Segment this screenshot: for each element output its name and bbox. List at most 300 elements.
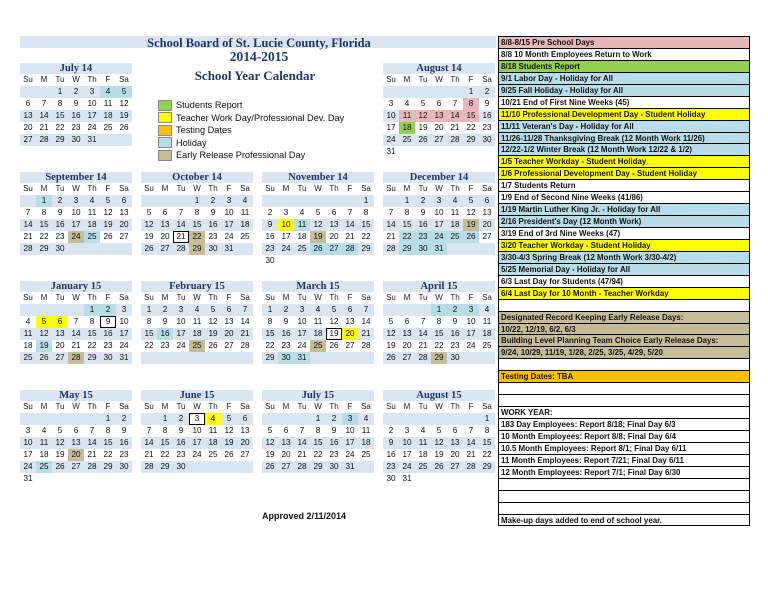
day-cell: 27 [399, 352, 415, 364]
day-cell: 25 [361, 450, 371, 459]
day-cell: 12 [224, 426, 234, 435]
weekday-header: Tu [55, 402, 65, 411]
legend [158, 99, 344, 162]
weekday-header: Su [265, 293, 275, 302]
month-calendar [262, 172, 374, 267]
day-cell: 17 [23, 450, 33, 459]
event-row: 1/5 Teacher Workday - Student Holiday [499, 156, 749, 168]
day-cell: 17 [386, 123, 396, 132]
empty-cell [463, 243, 479, 255]
day-cell: 7 [299, 426, 305, 435]
day-cell: 6 [331, 208, 337, 217]
day-cell: 9 [383, 437, 399, 449]
day-cell: 9 [420, 208, 426, 217]
day-cell: 29 [431, 352, 447, 364]
empty-cell [68, 146, 84, 158]
month-calendar [141, 281, 253, 376]
day-cell: 24 [466, 341, 476, 350]
day-cell: 1 [84, 304, 100, 316]
day-cell: 5 [436, 426, 442, 435]
day-cell: 11 [87, 208, 97, 217]
day-cell: 23 [482, 123, 492, 132]
day-cell: 23 [55, 232, 65, 241]
day-cell: 17 [294, 328, 310, 340]
day-cell: 15 [358, 219, 374, 231]
empty-cell [358, 473, 374, 485]
day-cell: 3 [189, 413, 205, 425]
day-cell: 3 [342, 413, 358, 425]
empty-cell [20, 413, 36, 425]
day-cell: 20 [23, 123, 33, 132]
empty-cell [294, 364, 310, 376]
empty-cell [141, 364, 157, 376]
weekday-header: Th [450, 402, 460, 411]
legend-item [158, 124, 344, 137]
weekday-header: Sa [240, 402, 250, 411]
month-grid [262, 401, 374, 485]
empty-cell [383, 255, 399, 267]
day-cell: 16 [479, 110, 495, 122]
empty-cell [52, 255, 68, 267]
day-cell: 4 [358, 413, 374, 425]
empty-cell [68, 304, 84, 316]
empty-cell [278, 195, 294, 207]
day-cell: 27 [447, 461, 463, 473]
day-cell: 29 [463, 134, 479, 146]
weekday-header: M [403, 75, 411, 84]
day-cell: 6 [237, 413, 253, 425]
day-cell: 21 [173, 231, 189, 243]
day-cell: 11 [294, 219, 310, 231]
day-cell: 20 [329, 232, 339, 241]
day-cell: 20 [450, 450, 460, 459]
empty-cell [310, 364, 326, 376]
day-cell: 26 [103, 232, 113, 241]
day-cell: 21 [386, 232, 396, 241]
month-grid [383, 292, 495, 376]
day-cell: 10 [297, 317, 307, 326]
empty-cell [141, 473, 157, 485]
day-cell: 4 [404, 99, 410, 108]
weekday-header: Sa [119, 402, 129, 411]
day-cell: 23 [71, 123, 81, 132]
day-cell: 30 [173, 461, 189, 473]
weekday-header: Tu [297, 184, 307, 193]
weekday-header: F [226, 293, 232, 302]
day-cell: 17 [116, 328, 132, 340]
weekday-header: W [435, 75, 443, 84]
empty-cell [20, 195, 36, 207]
day-cell: 20 [479, 219, 495, 231]
event-row: 1/19 Martin Luther King Jr. - Holiday for All [499, 204, 749, 216]
day-cell: 8 [315, 426, 321, 435]
weekday-header: F [347, 402, 353, 411]
month-grid [383, 74, 495, 158]
weekday-header: Su [23, 293, 33, 302]
day-cell: 18 [23, 341, 33, 350]
weekday-header: Th [208, 402, 218, 411]
day-cell: 14 [342, 219, 358, 231]
day-cell: 10 [119, 317, 129, 326]
weekday-header: Sa [482, 184, 492, 193]
day-cell: 30 [68, 134, 84, 146]
event-row [499, 300, 749, 312]
empty-cell [20, 304, 36, 316]
weekday-header: Sa [482, 75, 492, 84]
weekday-header: F [105, 293, 111, 302]
weekday-header: Tu [418, 75, 428, 84]
empty-cell [463, 255, 479, 267]
empty-cell [173, 364, 189, 376]
day-cell: 17 [84, 110, 100, 122]
weekday-header: W [72, 184, 80, 193]
empty-cell [237, 364, 253, 376]
day-cell: 3 [25, 426, 31, 435]
day-cell: 25 [208, 450, 218, 459]
empty-cell [157, 255, 173, 267]
empty-cell [463, 352, 479, 364]
event-row: 12 Month Employees: Report 7/1; Final Day 6/30 [499, 467, 749, 479]
day-cell: 14 [361, 317, 371, 326]
day-cell: 24 [119, 341, 129, 350]
day-cell: 19 [100, 219, 116, 231]
day-cell: 7 [452, 99, 458, 108]
day-cell: 2 [447, 304, 463, 316]
day-cell: 29 [479, 461, 495, 473]
day-cell: 26 [310, 243, 326, 255]
empty-cell [415, 86, 431, 98]
legend-item [158, 149, 344, 162]
day-cell: 23 [208, 232, 218, 241]
day-cell: 30 [100, 352, 116, 364]
empty-cell [447, 243, 463, 255]
event-row: 9/24, 10/29, 11/19, 1/28, 2/25, 3/25, 4/29, 5/20 [499, 347, 749, 359]
day-cell: 10 [192, 426, 202, 435]
day-cell: 2 [173, 413, 189, 425]
empty-cell [221, 473, 237, 485]
day-cell: 1 [52, 86, 68, 98]
empty-cell [278, 413, 294, 425]
day-cell: 30 [479, 134, 495, 146]
empty-cell [310, 195, 326, 207]
day-cell: 9 [121, 426, 127, 435]
day-cell: 15 [157, 437, 173, 449]
day-cell: 18 [189, 328, 205, 340]
day-cell: 28 [342, 243, 358, 255]
day-cell: 26 [329, 341, 339, 350]
event-row: 9/25 Fall Holiday - Holiday for All [499, 85, 749, 97]
day-cell: 28 [447, 134, 463, 146]
weekday-header: Su [144, 293, 154, 302]
day-cell: 26 [383, 352, 399, 364]
weekday-header: M [40, 184, 48, 193]
day-cell: 4 [299, 208, 305, 217]
empty-cell [237, 473, 253, 485]
empty-cell [310, 255, 326, 267]
day-cell: 14 [447, 110, 463, 122]
day-cell: 19 [463, 219, 479, 231]
month-calendar [20, 281, 132, 376]
empty-cell [447, 413, 463, 425]
day-cell: 27 [68, 461, 84, 473]
event-row: 1/9 End of Second Nine Weeks (41/86) [499, 192, 749, 204]
empty-cell [415, 304, 431, 316]
day-cell: 1 [358, 195, 374, 207]
day-cell: 29 [399, 243, 415, 255]
weekday-header: M [40, 75, 48, 84]
day-cell: 14 [383, 219, 399, 231]
empty-cell [479, 352, 495, 364]
day-cell: 3 [431, 195, 447, 207]
day-cell: 6 [404, 317, 410, 326]
weekday-header: Tu [418, 293, 428, 302]
day-cell: 28 [294, 461, 310, 473]
day-cell: 2 [278, 304, 294, 316]
day-cell: 25 [240, 232, 250, 241]
day-cell: 16 [157, 328, 173, 340]
day-cell: 26 [224, 450, 234, 459]
month-calendar [20, 172, 132, 267]
day-cell: 9 [57, 208, 63, 217]
empty-cell [68, 473, 84, 485]
day-cell: 23 [119, 450, 129, 459]
day-cell: 24 [399, 461, 415, 473]
empty-cell [342, 473, 358, 485]
empty-cell [141, 413, 157, 425]
day-cell: 8 [57, 99, 63, 108]
weekday-header: Su [386, 293, 396, 302]
empty-cell [278, 255, 294, 267]
day-cell: 9 [178, 426, 184, 435]
month-name: October 14 [141, 172, 253, 183]
day-cell: 18 [418, 450, 428, 459]
day-cell: 13 [240, 426, 250, 435]
event-row [499, 479, 749, 491]
day-cell: 20 [434, 123, 444, 132]
day-cell: 15 [463, 110, 479, 122]
day-cell: 12 [383, 328, 399, 340]
event-row: 12/22-1/2 Winter Break (12 Month Work 12/22 & 1/2) [499, 144, 749, 156]
weekday-header: Su [23, 184, 33, 193]
weekday-header: W [193, 402, 201, 411]
empty-cell [342, 364, 358, 376]
day-cell: 10 [71, 208, 81, 217]
month-grid [141, 401, 253, 485]
legend-label: Teacher Work Day/Professional Dev. Day [176, 112, 345, 123]
empty-cell [36, 146, 52, 158]
empty-cell [463, 146, 479, 158]
day-cell: 28 [173, 243, 189, 255]
day-cell: 24 [297, 341, 307, 350]
day-cell: 16 [447, 328, 463, 340]
empty-cell [415, 364, 431, 376]
day-cell: 5 [57, 426, 63, 435]
board-name: School Board of St. Lucie County, Florida [147, 36, 371, 50]
day-cell: 27 [345, 341, 355, 350]
day-cell: 17 [281, 232, 291, 241]
empty-cell [68, 243, 84, 255]
day-cell: 7 [468, 426, 474, 435]
month-grid [20, 183, 132, 267]
day-cell: 5 [205, 304, 221, 316]
day-cell: 6 [283, 426, 289, 435]
weekday-header: Th [87, 293, 97, 302]
day-cell: 10 [20, 437, 36, 449]
legend-label: Early Release Professional Day [176, 150, 306, 161]
weekday-header: Th [450, 184, 460, 193]
event-row: Building Level Planning Team Choice Early Release Days: [499, 335, 749, 347]
day-cell: 27 [52, 352, 68, 364]
day-cell: 19 [144, 232, 154, 241]
month-name: July 14 [20, 63, 132, 74]
day-cell: 13 [326, 219, 342, 231]
legend-label: Holiday [176, 137, 207, 148]
day-cell: 11 [361, 426, 371, 435]
day-cell: 3 [463, 304, 479, 316]
day-cell: 12 [431, 437, 447, 449]
weekday-header: F [468, 75, 474, 84]
event-row: Testing Dates: TBA [499, 371, 749, 383]
day-cell: 20 [68, 449, 84, 461]
day-cell: 13 [52, 328, 68, 340]
day-cell: 22 [399, 231, 415, 243]
event-row: 2/16 President's Day (12 Month Work) [499, 216, 749, 228]
empty-cell [326, 364, 342, 376]
empty-cell [383, 364, 399, 376]
event-row: 1/6 Professional Development Day - Student Holiday [499, 168, 749, 180]
day-cell: 23 [176, 450, 186, 459]
empty-cell [399, 86, 415, 98]
legend-swatch [158, 100, 172, 111]
day-cell: 4 [310, 304, 326, 316]
day-cell: 22 [265, 341, 275, 350]
event-row: 10/21 End of First Nine Weeks (45) [499, 97, 749, 109]
day-cell: 16 [326, 437, 342, 449]
empty-cell [173, 352, 189, 364]
event-row: 10/22, 12/19, 6/2, 6/3 [499, 324, 749, 336]
empty-cell [294, 473, 310, 485]
month-grid [383, 401, 495, 485]
weekday-header: F [105, 75, 111, 84]
day-cell: 31 [23, 474, 33, 483]
legend-swatch [158, 112, 172, 123]
empty-cell [205, 473, 221, 485]
day-cell: 1 [262, 304, 278, 316]
day-cell: 4 [479, 304, 495, 316]
event-row [499, 491, 749, 503]
day-cell: 24 [431, 231, 447, 243]
day-cell: 7 [178, 208, 184, 217]
weekday-header: F [468, 293, 474, 302]
calendar-subtitle: School Year Calendar [194, 68, 316, 83]
month-name: March 15 [262, 281, 374, 292]
day-cell: 5 [463, 195, 479, 207]
empty-cell [479, 473, 495, 485]
day-cell: 8 [363, 208, 369, 217]
empty-cell [205, 461, 221, 473]
day-cell: 2 [267, 208, 273, 217]
day-cell: 28 [463, 461, 479, 473]
day-cell: 10 [466, 317, 476, 326]
day-cell: 16 [278, 328, 294, 340]
weekday-header: Su [23, 75, 33, 84]
empty-cell [205, 364, 221, 376]
empty-cell [36, 304, 52, 316]
empty-cell [84, 413, 100, 425]
day-cell: 5 [146, 208, 152, 217]
day-cell: 19 [418, 123, 428, 132]
empty-cell [358, 364, 374, 376]
weekday-header: M [403, 184, 411, 193]
day-cell: 21 [39, 123, 49, 132]
event-row: 10.5 Month Employees: Report 8/1; Final Day 6/11 [499, 443, 749, 455]
day-cell: 12 [310, 219, 326, 231]
day-cell: 12 [415, 110, 431, 122]
day-cell: 30 [205, 243, 221, 255]
empty-cell [342, 255, 358, 267]
empty-cell [326, 352, 342, 364]
day-cell: 25 [415, 461, 431, 473]
school-years: 2014-2015 [229, 49, 289, 64]
empty-cell [479, 255, 495, 267]
empty-cell [173, 473, 189, 485]
day-cell: 18 [399, 122, 415, 134]
day-cell: 26 [141, 243, 157, 255]
day-cell: 28 [84, 461, 100, 473]
legend-swatch [158, 125, 172, 136]
weekday-header: M [403, 293, 411, 302]
day-cell: 28 [68, 352, 84, 364]
day-cell: 30 [326, 461, 342, 473]
day-cell: 16 [386, 450, 396, 459]
day-cell: 27 [157, 243, 173, 255]
day-cell: 11 [208, 426, 218, 435]
day-cell: 22 [313, 450, 323, 459]
empty-cell [479, 146, 495, 158]
month-name: January 15 [20, 281, 132, 292]
empty-cell [68, 413, 84, 425]
event-row: 9/1 Labor Day - Holiday for All [499, 73, 749, 85]
weekday-header: F [347, 184, 353, 193]
day-cell: 8 [484, 426, 490, 435]
day-cell: 19 [434, 450, 444, 459]
event-row [499, 383, 749, 395]
empty-cell [431, 146, 447, 158]
day-cell: 19 [221, 437, 237, 449]
empty-cell [399, 255, 415, 267]
day-cell: 8 [267, 317, 273, 326]
day-cell: 12 [141, 219, 157, 231]
day-cell: 18 [39, 450, 49, 459]
day-cell: 9 [283, 317, 289, 326]
empty-cell [116, 134, 132, 146]
legend-item [158, 112, 344, 125]
day-cell: 21 [87, 450, 97, 459]
day-cell: 6 [73, 426, 79, 435]
day-cell: 21 [418, 341, 428, 350]
day-cell: 28 [415, 352, 431, 364]
day-cell: 7 [358, 304, 374, 316]
empty-cell [36, 473, 52, 485]
empty-cell [278, 364, 294, 376]
month-name: September 14 [20, 172, 132, 183]
day-cell: 27 [224, 341, 234, 350]
day-cell: 10 [87, 99, 97, 108]
day-cell: 6 [436, 99, 442, 108]
day-cell: 6 [342, 304, 358, 316]
day-cell: 1 [463, 86, 479, 98]
day-cell: 17 [342, 437, 358, 449]
